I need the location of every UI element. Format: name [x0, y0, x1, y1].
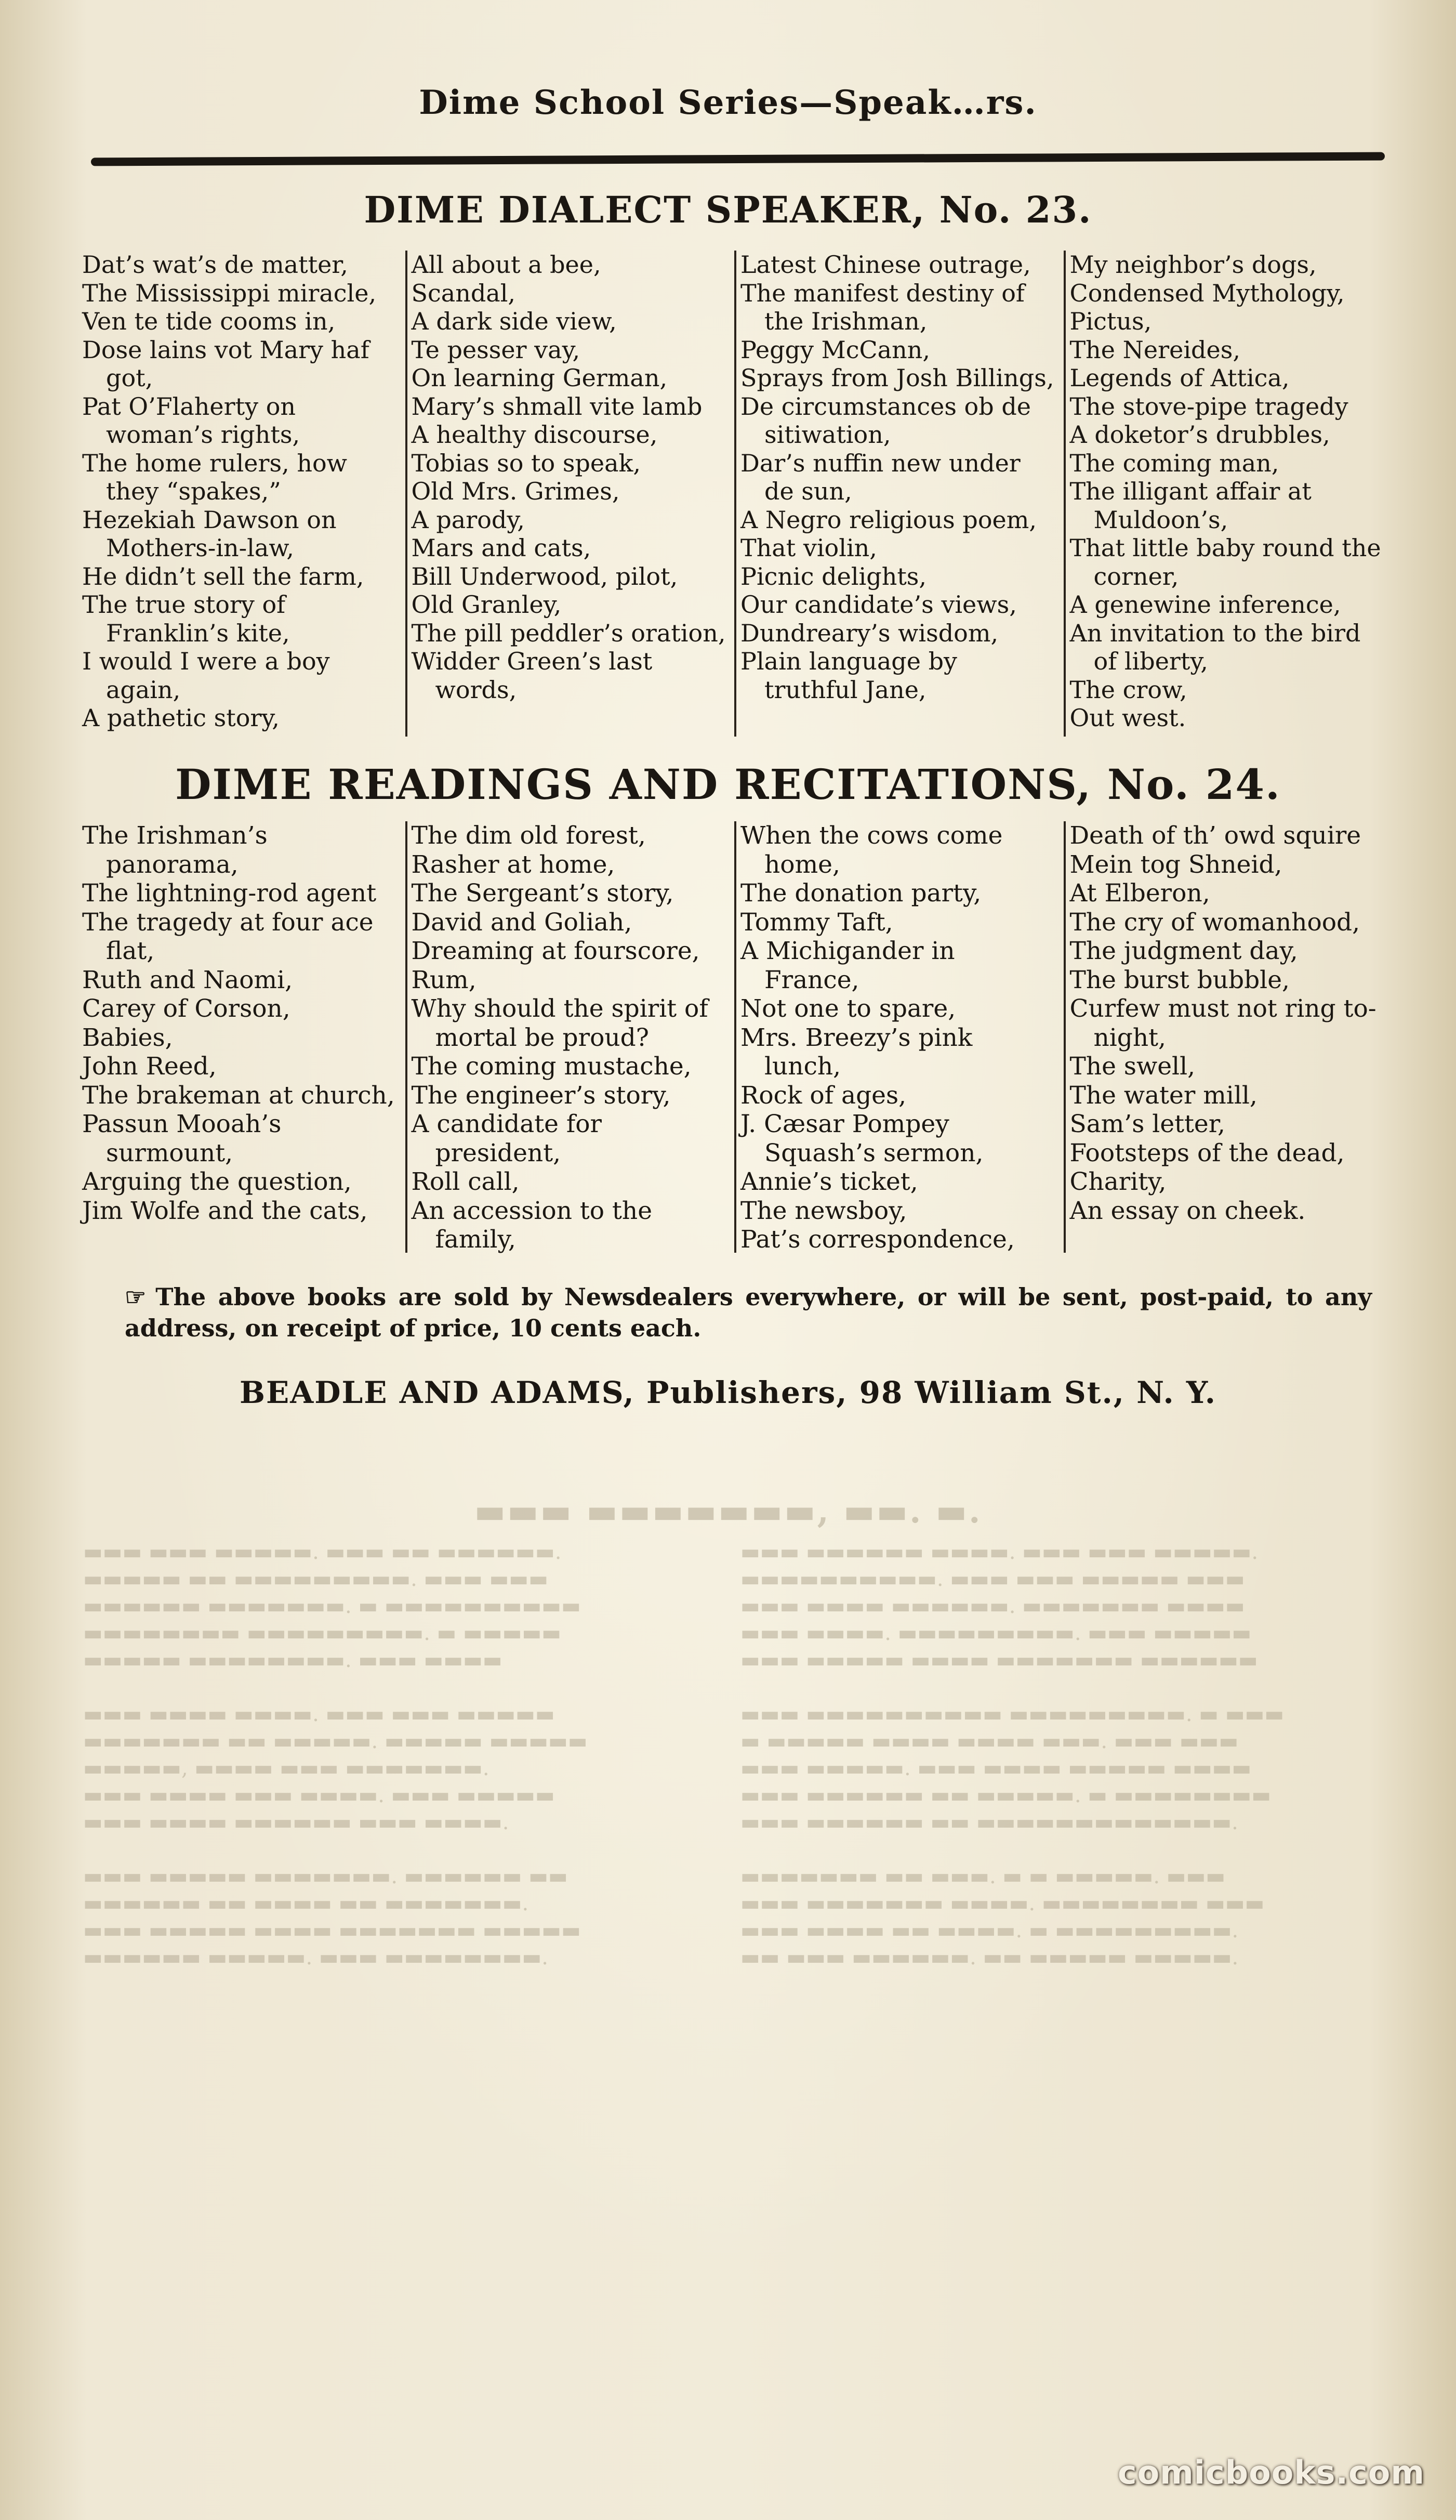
contents-item: Ven te tide cooms in, [82, 307, 336, 335]
contents-item: Ruth and Naomi, [82, 965, 293, 994]
contents-column [78, 251, 405, 737]
contents-item: Dat’s wat’s de matter, [82, 251, 348, 279]
contents-columns-readings-recitations [78, 821, 1393, 1253]
contents-item: David and Goliah, [411, 908, 632, 937]
contents-item: Tobias so to speak, [411, 449, 641, 477]
contents-item: The coming mustache, [411, 1052, 692, 1081]
contents-item: The judgment day, [1069, 937, 1298, 965]
contents-column [405, 821, 735, 1253]
contents-item: Sam’s letter, [1069, 1110, 1225, 1138]
sales-note-text: The above books are sold by Newsdealers everywhere, or will be sent, post-paid, to any address, on receipt of price, 10 cents each. [125, 1283, 1372, 1342]
contents-item: The water mill, [1069, 1081, 1258, 1110]
contents-item: A Negro religious poem, [740, 505, 1037, 534]
contents-item: Footsteps of the dead, [1069, 1138, 1345, 1167]
section-title-dialect-speaker: DIME DIALECT SPEAKER, No. 23. [364, 188, 1092, 231]
contents-item: The burst bubble, [1069, 965, 1290, 994]
contents-item: Pat O’Flaherty on woman’s rights, [82, 392, 300, 449]
contents-item: Dose lains vot Mary haf got, [82, 335, 369, 392]
contents-item: The newsboy, [740, 1196, 907, 1225]
contents-item: Annie’s ticket, [740, 1167, 918, 1196]
contents-item: Rock of ages, [740, 1081, 907, 1110]
contents-column [734, 821, 1064, 1253]
contents-item: Scandal, [411, 279, 516, 307]
sales-note [125, 1281, 1372, 1344]
contents-item: The engineer’s story, [411, 1081, 671, 1110]
contents-item: Carey of Corson, [82, 994, 290, 1023]
contents-item: Our candidate’s views, [740, 590, 1017, 619]
contents-item: A candidate for president, [411, 1110, 602, 1167]
contents-item: The brakeman at church, [82, 1081, 395, 1110]
contents-item: The Nereides, [1069, 335, 1240, 364]
contents-item: Plain language by truthful Jane, [740, 647, 958, 704]
contents-item: Dreaming at fourscore, [411, 937, 700, 965]
contents-item: J. Cæsar Pompey Squash’s sermon, [740, 1110, 984, 1167]
contents-item: The home rulers, how they “spakes,” [82, 449, 348, 505]
contents-item: A dark side view, [411, 307, 617, 335]
contents-item: A parody, [411, 505, 525, 534]
contents-item: Passun Mooah’s surmount, [82, 1110, 282, 1167]
contents-item: A doketor’s drubbles, [1069, 421, 1330, 449]
contents-item: The crow, [1069, 675, 1187, 704]
contents-item: Pat’s correspondence, [740, 1225, 1015, 1254]
contents-item: Out west. [1069, 704, 1186, 732]
contents-column [78, 821, 405, 1253]
contents-column [1064, 251, 1393, 737]
contents-item: I would I were a boy again, [82, 647, 330, 704]
contents-item: Roll call, [411, 1167, 520, 1196]
pointing-hand-icon: ☞ [125, 1283, 147, 1311]
contents-item: Curfew must not ring to-night, [1069, 994, 1376, 1052]
contents-item: The coming man, [1069, 449, 1279, 477]
contents-item: The tragedy at four ace flat, [82, 908, 374, 965]
contents-item: The cry of womanhood, [1069, 908, 1360, 937]
contents-item: An accession to the family, [411, 1196, 653, 1254]
running-head: Dime School Series—Speak…rs. [419, 83, 1037, 122]
contents-item: Mary’s shmall vite lamb [411, 392, 703, 421]
contents-item: When the cows come home, [740, 821, 1003, 879]
contents-item: The Mississippi miracle, [82, 279, 377, 307]
publisher-imprint: BEADLE AND ADAMS, Publishers, 98 William St., N. Y. [239, 1375, 1216, 1410]
contents-item: Not one to spare, [740, 994, 956, 1023]
contents-column [405, 251, 735, 737]
contents-item: A pathetic story, [82, 704, 280, 732]
contents-item: Widder Green’s last words, [411, 647, 653, 704]
contents-item: Sprays from Josh Billings, [740, 364, 1054, 392]
section-title-readings-recitations: DIME READINGS AND RECITATIONS, No. 24. [175, 760, 1281, 809]
contents-item: Tommy Taft, [740, 908, 893, 937]
contents-item: Dar’s nuffin new under de sun, [740, 449, 1021, 505]
contents-item: Legends of Attica, [1069, 364, 1290, 392]
contents-item: Rum, [411, 965, 476, 994]
contents-item: Arguing the question, [82, 1167, 352, 1196]
contents-item: He didn’t sell the farm, [82, 562, 364, 590]
contents-item: Death of th’ owd squire [1069, 821, 1361, 850]
contents-item: Jim Wolfe and the cats, [82, 1196, 368, 1225]
contents-item: An invitation to the bird of liberty, [1069, 619, 1361, 675]
contents-item: The Sergeant’s story, [411, 879, 674, 908]
contents-item: Condensed Mythology, [1069, 279, 1345, 307]
bleed-through-text: ▬▬▬ ▬▬▬ ▬▬▬▬▬. ▬▬▬ ▬▬ ▬▬▬▬▬▬. ▬▬▬▬▬ ▬▬ ▬▬▬▬▬▬▬▬▬. ▬▬▬ ▬▬▬ ▬▬▬▬▬▬ ▬▬▬▬▬▬▬. ▬ ▬▬▬▬▬▬▬▬▬▬ ▬▬▬▬▬▬▬▬ ▬▬▬▬▬▬▬▬▬. ▬ ▬▬▬▬▬ ▬▬▬▬▬ ▬▬▬▬▬▬▬▬. ▬▬▬ ▬▬▬▬ ▬▬▬ ▬▬▬▬ ▬▬▬▬. ▬▬▬ ▬▬▬ ▬▬▬▬▬ ▬▬▬▬▬▬▬ ▬▬ ▬▬▬▬▬. ▬▬▬▬▬ ▬▬▬▬▬ ▬▬▬▬▬, ▬▬▬▬ ▬▬▬ ▬▬▬▬▬▬▬. ▬▬▬ ▬▬▬▬ ▬▬▬ ▬▬▬▬. ▬▬▬ ▬▬▬▬▬ ▬▬▬ ▬▬▬▬ ▬▬▬▬▬▬ ▬▬▬ ▬▬▬▬. ▬▬▬ ▬▬▬▬▬ ▬▬▬▬▬▬▬. ▬▬▬▬▬▬ ▬▬ ▬▬▬▬▬▬ ▬▬ ▬▬▬▬ ▬▬ ▬▬▬▬▬▬▬. ▬▬▬ ▬▬▬▬▬ ▬▬▬▬ ▬▬▬▬▬▬▬ ▬▬▬▬▬ ▬▬▬▬▬▬ ▬▬▬▬▬. ▬▬▬ ▬▬▬▬▬▬▬▬. ▬▬▬ ▬▬▬▬▬▬ ▬▬▬▬. ▬▬▬ ▬▬▬ ▬▬▬▬▬. ▬▬▬▬▬▬▬▬▬▬. ▬▬▬ ▬▬▬ ▬▬▬▬▬ ▬▬▬ ▬▬▬ ▬▬▬▬ ▬▬▬▬▬▬. ▬▬▬▬▬▬▬ ▬▬▬▬ ▬▬▬ ▬▬▬▬. ▬▬▬▬▬▬▬▬▬. ▬▬▬ ▬▬▬▬▬ ▬▬▬ ▬▬▬▬▬ ▬▬▬▬ ▬▬▬▬▬▬▬ ▬▬▬▬▬▬ ▬▬▬ ▬▬▬▬▬▬▬▬▬▬ ▬▬▬▬▬▬▬▬▬. ▬ ▬▬▬ ▬ ▬▬▬▬▬ ▬▬▬▬ ▬▬▬▬ ▬▬▬. ▬▬▬ ▬▬▬ ▬▬▬ ▬▬▬▬▬. ▬▬▬ ▬▬▬▬ ▬▬▬▬▬ ▬▬▬▬ ▬▬▬ ▬▬▬▬▬▬ ▬▬ ▬▬▬▬▬. ▬ ▬▬▬▬▬▬▬▬ ▬▬▬ ▬▬▬▬▬▬ ▬▬ ▬▬▬▬▬▬▬▬▬▬▬▬▬. ▬▬▬▬▬▬▬ ▬▬ ▬▬▬. ▬ ▬ ▬▬▬▬▬. ▬▬▬ ▬▬▬ ▬▬▬▬▬▬▬ ▬▬▬▬. ▬▬▬▬▬▬▬▬ ▬▬▬ ▬▬▬ ▬▬▬▬ ▬▬ ▬▬▬▬. ▬ ▬▬▬▬▬▬▬▬▬. ▬▬ ▬▬▬ ▬▬▬▬▬▬. ▬▬ ▬▬▬▬▬ ▬▬▬▬▬. [83, 1540, 1285, 1970]
contents-item: My neighbor’s dogs, [1069, 251, 1317, 279]
contents-item: Dundreary’s wisdom, [740, 619, 999, 647]
contents-item: The donation party, [740, 879, 982, 908]
contents-item: The illigant affair at Muldoon’s, [1069, 477, 1312, 534]
contents-item: The stove-pipe tragedy [1069, 392, 1348, 421]
contents-item: Old Mrs. Grimes, [411, 477, 620, 505]
contents-item: Mrs. Breezy’s pink lunch, [740, 1023, 973, 1081]
contents-item: Why should the spirit of mortal be proud? [411, 994, 708, 1052]
contents-item: Hezekiah Dawson on Mothers-in-law, [82, 505, 337, 562]
contents-item: John Reed, [82, 1052, 217, 1081]
contents-item: Picnic delights, [740, 562, 927, 590]
contents-item: Bill Underwood, pilot, [411, 562, 678, 590]
contents-item: The dim old forest, [411, 821, 646, 850]
contents-item: Te pesser vay, [411, 335, 580, 364]
contents-item: That violin, [740, 534, 877, 562]
contents-item: The manifest destiny of the Irishman, [740, 279, 1025, 335]
contents-item: Peggy McCann, [740, 335, 930, 364]
contents-item: The Irishman’s panorama, [82, 821, 268, 879]
contents-item: On learning German, [411, 364, 668, 392]
contents-item: A genewine inference, [1069, 590, 1341, 619]
contents-item: That little baby round the corner, [1069, 534, 1381, 590]
contents-item: The swell, [1069, 1052, 1196, 1081]
contents-item: The true story of Franklin’s kite, [82, 590, 290, 647]
contents-item: At Elberon, [1069, 879, 1210, 908]
contents-item: Mein tog Shneid, [1069, 850, 1282, 879]
contents-item: Latest Chinese outrage, [740, 251, 1031, 279]
contents-item: All about a bee, [411, 251, 601, 279]
contents-item: Rasher at home, [411, 850, 615, 879]
contents-columns-dialect-speaker [78, 251, 1393, 737]
contents-item: De circumstances ob de sitiwation, [740, 392, 1031, 449]
contents-column [1064, 821, 1393, 1253]
contents-item: Babies, [82, 1023, 173, 1052]
watermark: comicbooks.com [1117, 2453, 1425, 2491]
contents-item: The pill peddler’s oration, [411, 619, 726, 647]
contents-item: Charity, [1069, 1167, 1167, 1196]
contents-item: Pictus, [1069, 307, 1152, 335]
contents-item: The lightning-rod agent [82, 879, 377, 908]
contents-item: A Michigander in France, [740, 937, 955, 994]
contents-column [734, 251, 1064, 737]
contents-item: Old Granley, [411, 590, 562, 619]
contents-item: A healthy discourse, [411, 421, 658, 449]
bleed-through-heading: ▬▬▬ ▬▬▬▬▬▬▬, ▬▬. ▬. [474, 1492, 982, 1531]
contents-item: Mars and cats, [411, 534, 591, 562]
heavy-rule [91, 152, 1385, 166]
contents-item: An essay on cheek. [1069, 1196, 1306, 1225]
